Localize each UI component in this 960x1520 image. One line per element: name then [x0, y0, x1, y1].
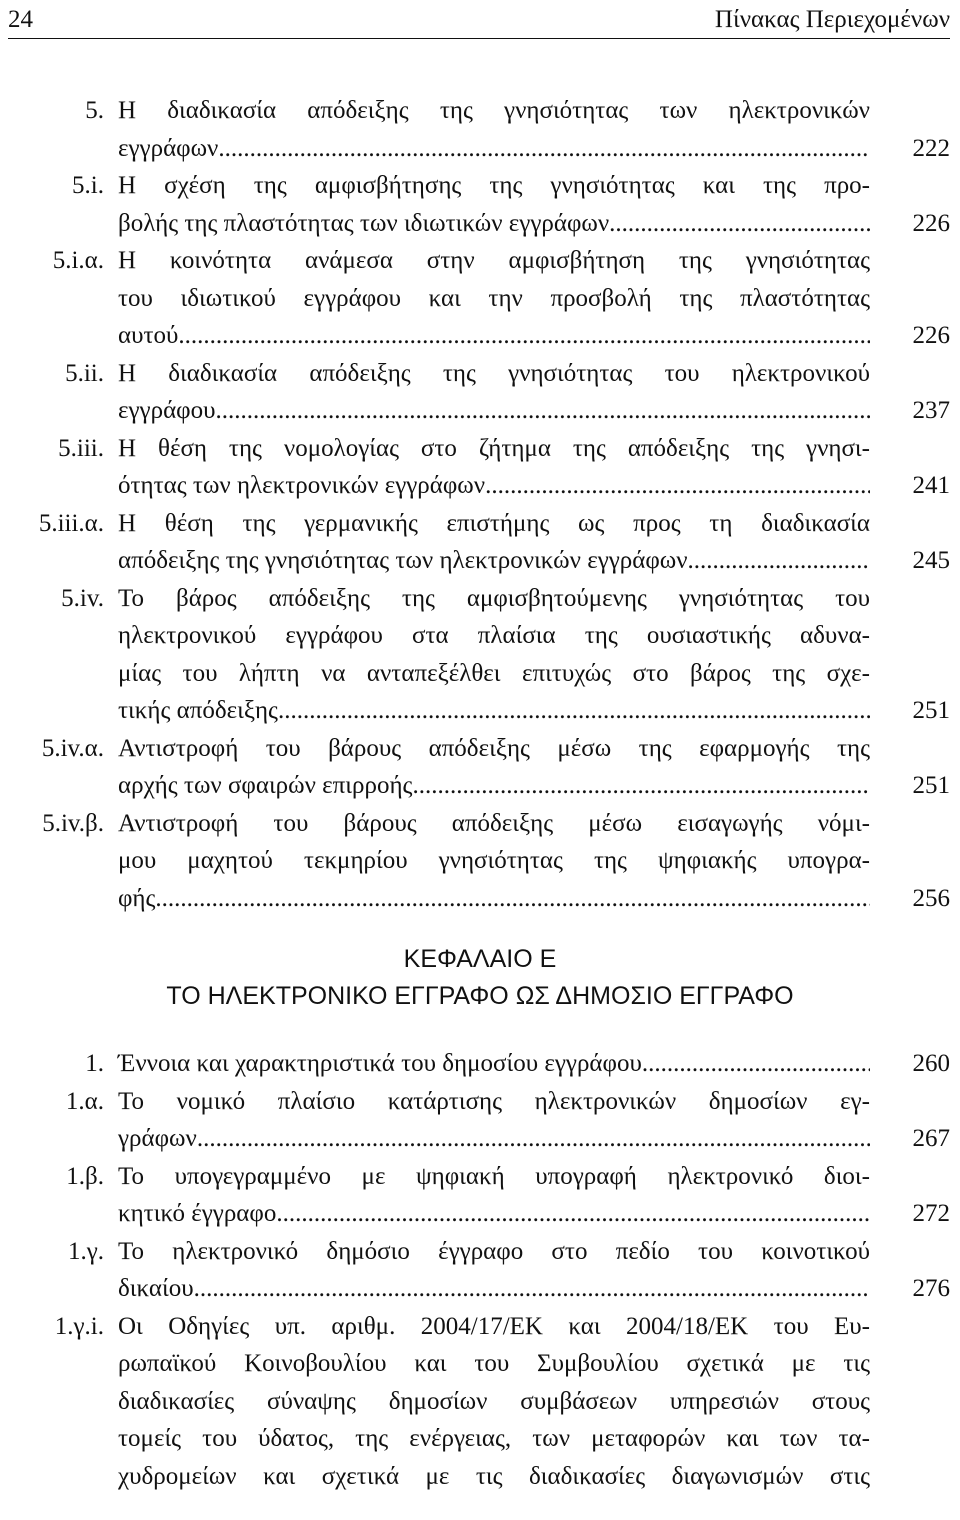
toc-entry[interactable]: [0, 167, 960, 242]
entry-number: 5.iii.α.: [38, 509, 104, 537]
entry-page-number: 267: [912, 1125, 950, 1152]
toc-entry[interactable]: [0, 242, 960, 355]
entry-page-number: 251: [912, 772, 950, 799]
dot-leader: [278, 692, 870, 730]
entry-title-line: γράφων: [118, 1125, 197, 1152]
entry-title: [118, 805, 870, 918]
entry-title-line: Η κοινότητα ανάμεσα στην αμφισβήτηση της γνησιότητας: [118, 247, 870, 274]
toc-entry[interactable]: [0, 1233, 960, 1308]
entry-number: 1.β.: [66, 1162, 104, 1190]
entry-title-line: αυτού: [118, 322, 179, 349]
entry-title-line: Αντιστροφή του βάρους απόδειξης μέσω της εφαρμογής της: [118, 734, 870, 762]
entry-title: [118, 1083, 870, 1158]
entry-title-line: διαδικασίες σύναψης δημοσίων συμβάσεων υπηρεσιών στους: [118, 1387, 870, 1415]
entry-title-line: Έννοια και χαρακτηριστικά του δημοσίου εγγράφου: [118, 1050, 642, 1077]
toc-entry[interactable]: [0, 1308, 960, 1496]
dot-leader: [485, 467, 870, 505]
toc-entry[interactable]: [0, 430, 960, 505]
entry-title: [118, 1045, 870, 1083]
entry-title-line: Η διαδικασία απόδειξης της γνησιότητας των ηλεκτρονικών: [118, 97, 870, 124]
entry-page-number: 272: [912, 1200, 950, 1227]
entry-number: 5.i.α.: [52, 247, 104, 274]
entry-title-line: του ιδιωτικού εγγράφου και την προσβολή της πλαστότητας: [118, 284, 870, 312]
entry-title: [118, 505, 870, 580]
entry-title-line: Το βάρος απόδειξης της αμφισβητούμενης γνησιότητας του: [118, 584, 870, 612]
entry-page-number: 222: [912, 134, 950, 162]
entry-title-line: μίας του λήπτη να ανταπεξέλθει επιτυχώς στο βάρος της σχε-: [118, 659, 870, 687]
toc-entry[interactable]: [0, 505, 960, 580]
entry-title-line: Το ηλεκτρονικό δημόσιο έγγραφο στο πεδίο του κοινοτικού: [118, 1237, 870, 1265]
entry-page-number: 226: [912, 322, 950, 349]
entry-title-line: Το υπογεγραμμένο με ψηφιακή υπογραφή ηλεκτρονικό διοι-: [118, 1162, 870, 1190]
page-number: 24: [8, 6, 33, 33]
dot-leader: [155, 880, 870, 918]
entry-page-number: 251: [912, 697, 950, 724]
entry-number: 5.ii.: [65, 359, 104, 387]
entry-title-line: Η θέση της νομολογίας στο ζήτημα της απόδειξης της γνησι-: [118, 434, 870, 462]
entry-page-number: 241: [912, 472, 950, 499]
entry-title-line: Η διαδικασία απόδειξης της γνησιότητας του ηλεκτρονικού: [118, 359, 870, 387]
chapter-title: ΤΟ ΗΛΕΚΤΡΟΝΙΚΟ ΕΓΓΡΑΦΟ ΩΣ ΔΗΜΟΣΙΟ ΕΓΓΡΑΦΟ: [166, 982, 794, 1010]
dot-leader: [194, 1270, 870, 1308]
entry-title-line: απόδειξης της γνησιότητας των ηλεκτρονικών εγγράφων: [118, 547, 688, 574]
page-header: [8, 0, 950, 40]
dot-leader: [197, 1120, 870, 1158]
toc-entry[interactable]: [0, 355, 960, 430]
chapter-heading: [0, 941, 960, 1015]
entry-title: [118, 167, 870, 242]
entry-number: 5.: [85, 97, 104, 124]
entry-page-number: 237: [912, 397, 950, 424]
entry-number: 5.iii.: [58, 434, 104, 462]
dot-leader: [276, 1195, 870, 1233]
toc-entry[interactable]: [0, 730, 960, 805]
entry-title-line: τομείς του ύδατος, της ενέργειας, των μεταφορών και των τα-: [118, 1425, 870, 1452]
dot-leader: [609, 205, 870, 243]
dot-leader: [642, 1045, 870, 1083]
toc-entry[interactable]: [0, 1083, 960, 1158]
entry-page-number: 260: [912, 1050, 950, 1077]
toc-entry[interactable]: [0, 580, 960, 730]
header-rule: [8, 38, 950, 39]
dot-leader: [412, 767, 870, 805]
dot-leader: [178, 317, 870, 355]
entry-title-line: τικής απόδειξης: [118, 697, 278, 724]
entry-title-line: Η θέση της γερμανικής επιστήμης ως προς τη διαδικασία: [118, 509, 870, 537]
chapter-label: ΚΕΦΑΛΑΙΟ Ε: [403, 945, 557, 973]
dot-leader: [215, 392, 870, 430]
entry-title-line: χυδρομείων και σχετικά με τις διαδικασίες διαγωνισμών στις: [118, 1462, 870, 1490]
entry-page-number: 245: [912, 547, 950, 574]
entry-page-number: 226: [912, 209, 950, 237]
entry-title-line: μου μαχητού τεκμηρίου γνησιότητας της ψηφιακής υπογρα-: [118, 847, 870, 874]
entry-title: [118, 242, 870, 355]
toc-section-a: [0, 92, 960, 917]
entry-title: [118, 430, 870, 505]
entry-number: 1.: [85, 1050, 104, 1077]
toc-entry[interactable]: [0, 1045, 960, 1083]
entry-number: 5.iv.β.: [42, 809, 104, 837]
entry-number: 5.iv.: [61, 584, 104, 612]
entry-title: [118, 730, 870, 805]
entry-title: [118, 1158, 870, 1233]
entry-title-line: κητικό έγγραφο: [118, 1200, 277, 1227]
entry-title: [118, 355, 870, 430]
toc-entry[interactable]: [0, 92, 960, 167]
entry-title-line: Το νομικό πλαίσιο κατάρτισης ηλεκτρονικών δημοσίων εγ-: [118, 1087, 870, 1115]
entry-title-line: Οι Οδηγίες υπ. αριθμ. 2004/17/ΕΚ και 2004/18/ΕΚ του Ευ-: [118, 1312, 870, 1340]
entry-title-line: Αντιστροφή του βάρους απόδειξης μέσω εισαγωγής νόμι-: [118, 809, 870, 837]
entry-title-line: ότητας των ηλεκτρονικών εγγράφων: [118, 472, 486, 499]
toc-section-b: [0, 1045, 960, 1495]
entry-title-line: αρχής των σφαιρών επιρροής: [118, 772, 413, 799]
dot-leader: [688, 542, 870, 580]
entry-title-line: εγγράφου: [118, 397, 216, 424]
entry-title: [118, 1308, 870, 1496]
toc-entry[interactable]: [0, 805, 960, 918]
entry-title: [118, 580, 870, 730]
entry-number: 1.γ.i.: [54, 1312, 104, 1340]
entry-number: 1.α.: [65, 1087, 104, 1115]
entry-title-line: ρωπαϊκού Κοινοβουλίου και του Συμβουλίου σχετικά με τις: [118, 1350, 870, 1377]
toc-entry[interactable]: [0, 1158, 960, 1233]
entry-title-line: δικαίου: [118, 1275, 194, 1302]
entry-title-line: Η σχέση της αμφισβήτησης της γνησιότητας και της προ-: [118, 172, 870, 199]
table-of-contents: [0, 92, 960, 1495]
entry-title: [118, 1233, 870, 1308]
entry-title: [118, 92, 870, 167]
entry-number: 5.i.: [72, 172, 104, 199]
entry-number: 1.γ.: [67, 1237, 104, 1265]
entry-title-line: εγγράφων: [118, 134, 219, 162]
running-title: Πίνακας Περιεχομένων: [714, 6, 950, 33]
entry-title-line: βολής της πλαστότητας των ιδιωτικών εγγράφων: [118, 209, 610, 237]
entry-page-number: 256: [912, 884, 950, 912]
entry-page-number: 276: [912, 1275, 950, 1302]
dot-leader: [218, 130, 870, 168]
entry-title-line: ηλεκτρονικού εγγράφου στα πλαίσια της ουσιαστικής αδυνα-: [118, 622, 870, 649]
entry-title-line: φής: [118, 884, 156, 912]
entry-number: 5.iv.α.: [41, 734, 104, 762]
